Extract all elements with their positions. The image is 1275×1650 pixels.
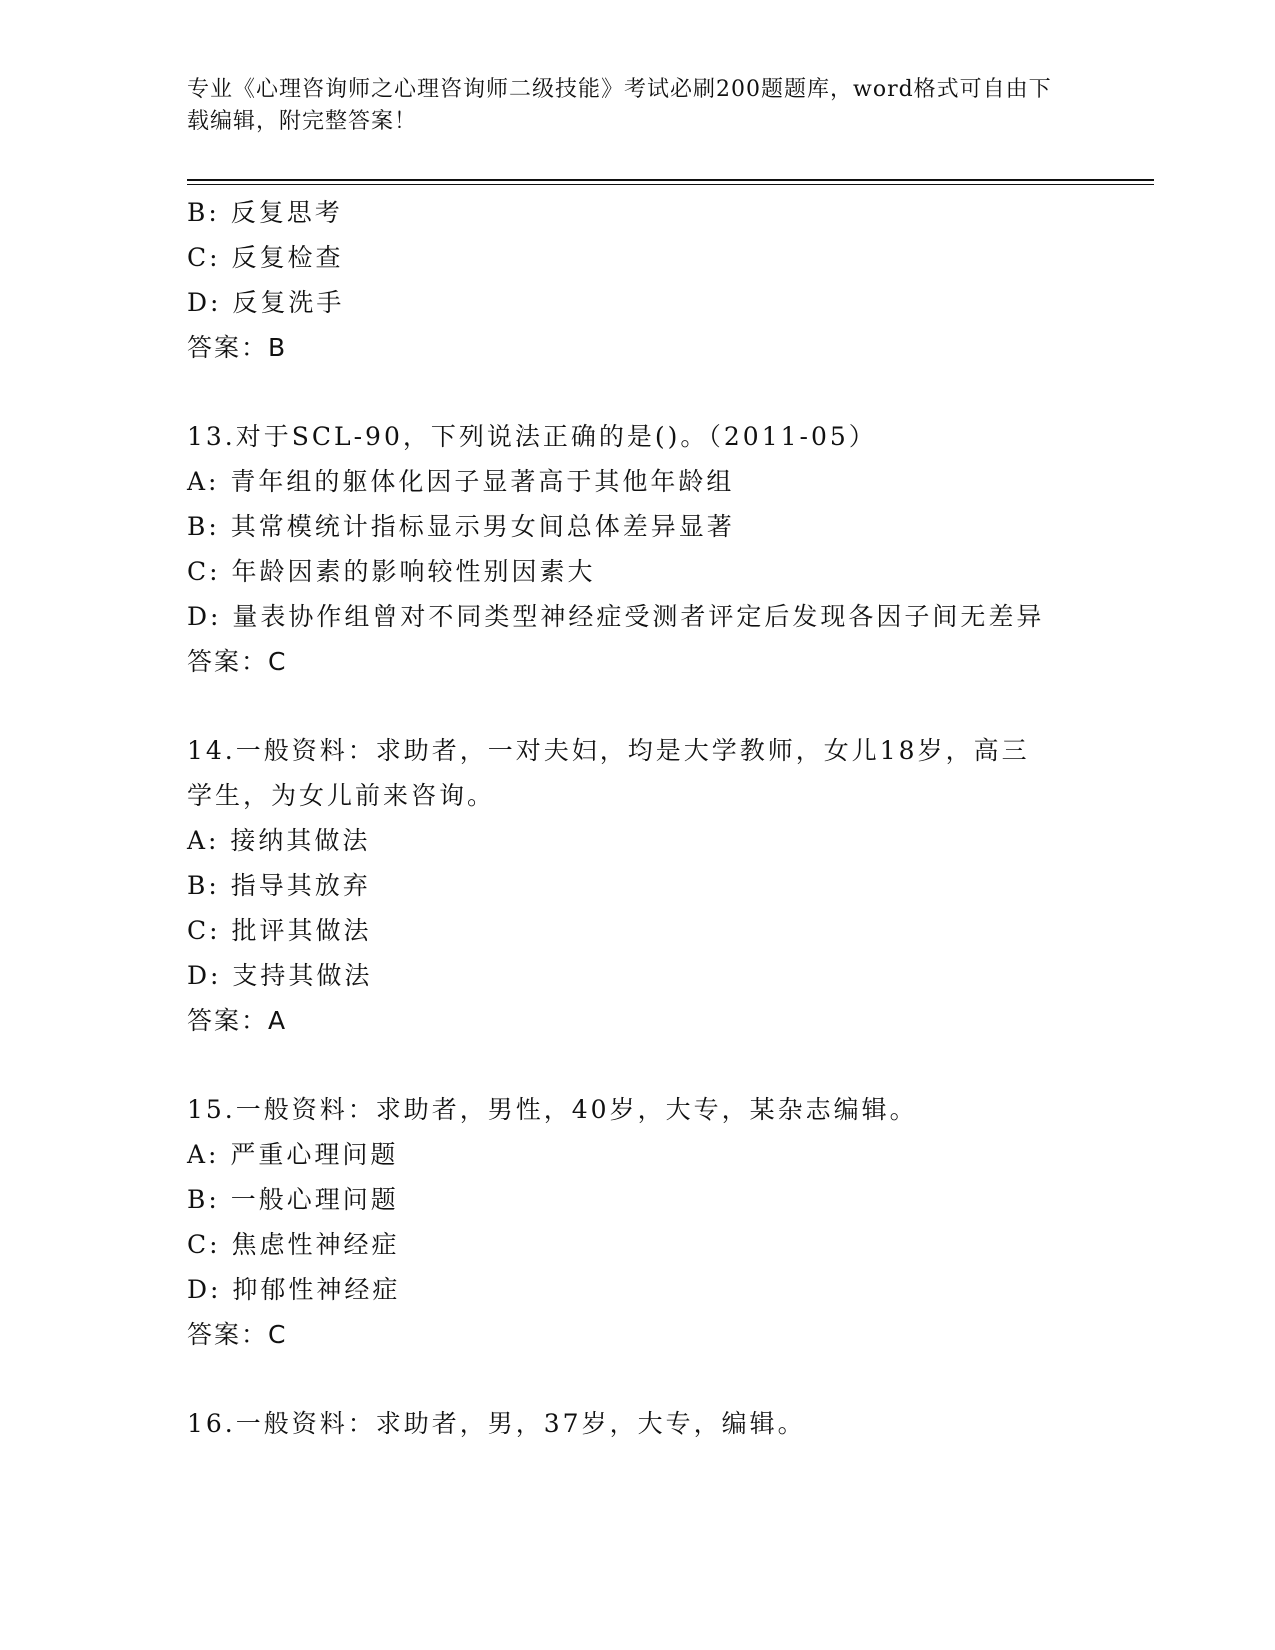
- document-header: 专业《心理咨询师之心理咨询师二级技能》考试必刷200题题库，word格式可自由下载编辑，附完整答案！: [187, 77, 1052, 134]
- question-15-option-a: A: 严重心理问题: [187, 1140, 399, 1169]
- question-14-option-c: C: 批评其做法: [187, 916, 372, 945]
- question-15-answer: 答案：C: [187, 1320, 288, 1349]
- question-14-answer: 答案：A: [187, 1006, 288, 1035]
- spacer: [187, 1357, 1187, 1401]
- question-15-stem: 15.一般资料：求助者，男性，40岁，大专，某杂志编辑。: [187, 1095, 918, 1124]
- answer-line: 答案：B: [187, 333, 288, 362]
- question-13-option-c: C: 年龄因素的影响较性别因素大: [187, 557, 596, 586]
- question-15-option-c: C: 焦虑性神经症: [187, 1230, 400, 1259]
- question-13-answer: 答案：C: [187, 647, 288, 676]
- question-15-option-b: B: 一般心理问题: [187, 1185, 399, 1214]
- question-14-option-d: D: 支持其做法: [187, 961, 373, 990]
- option-c: C: 反复检查: [187, 243, 344, 272]
- question-13-option-a: A: 青年组的躯体化因子显著高于其他年龄组: [187, 467, 735, 496]
- document-body: [187, 190, 1187, 1446]
- option-d: D: 反复洗手: [187, 288, 345, 317]
- question-15-option-d: D: 抑郁性神经症: [187, 1275, 401, 1304]
- question-14-stem-line1: 14.一般资料：求助者，一对夫妇，均是大学教师，女儿18岁，高三: [187, 736, 1030, 765]
- question-13-option-d: D: 量表协作组曾对不同类型神经症受测者评定后发现各因子间无差异: [187, 602, 1045, 631]
- header-rule-thin: [187, 184, 1154, 185]
- question-14-option-a: A: 接纳其做法: [187, 826, 371, 855]
- question-13-option-b: B: 其常模统计指标显示男女间总体差异显著: [187, 512, 735, 541]
- header-rule-thick: [187, 179, 1154, 181]
- question-13-stem: 13.对于SCL-90，下列说法正确的是()。（2011-05）: [187, 422, 877, 451]
- question-16-stem: 16.一般资料：求助者，男，37岁，大专，编辑。: [187, 1409, 806, 1438]
- spacer: [187, 684, 1187, 728]
- question-14-option-b: B: 指导其放弃: [187, 871, 371, 900]
- question-14-stem-line2: 学生，为女儿前来咨询。: [187, 781, 496, 810]
- option-b: B: 反复思考: [187, 198, 343, 227]
- spacer: [187, 370, 1187, 414]
- spacer: [187, 1043, 1187, 1087]
